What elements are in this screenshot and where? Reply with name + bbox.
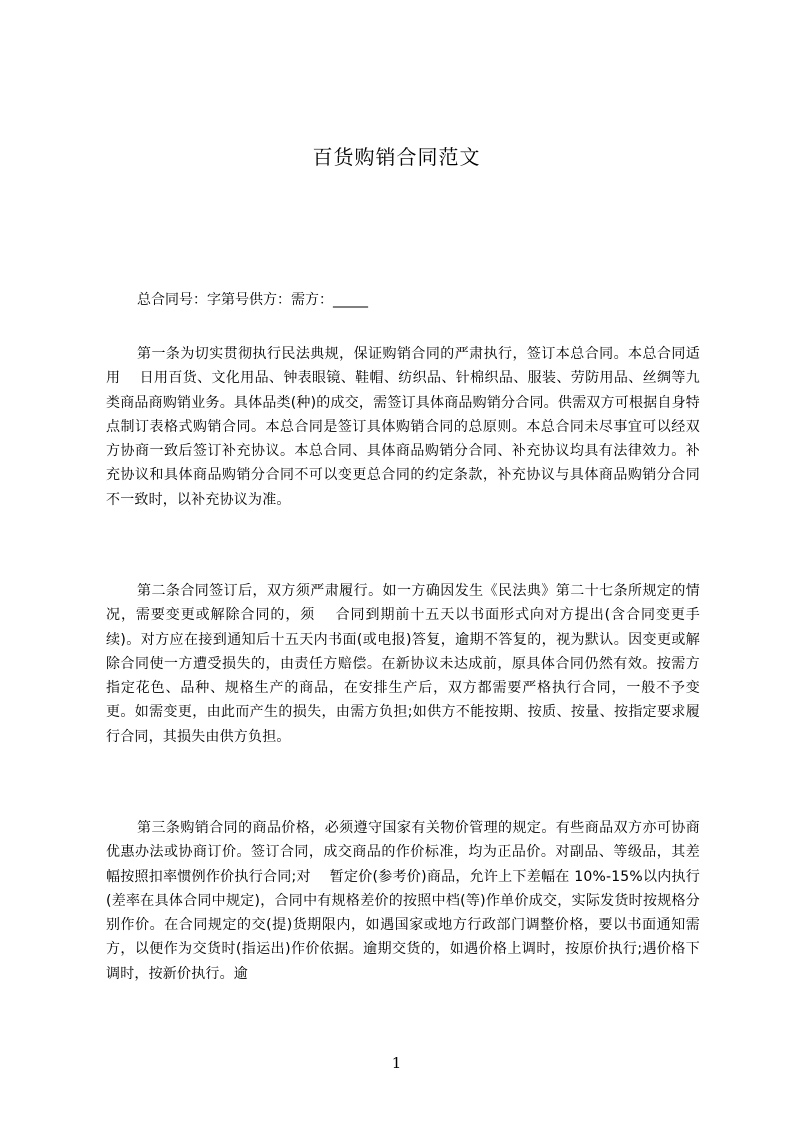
article-1-paragraph: 第一条为切实贯彻执行民法典规，保证购销合同的严肃执行，签订本总合同。本总合同适用 日用百货、文化用品、钟表眼镜、鞋帽、纺织品、针棉织品、服装、劳防用品、丝绸等九类商品商购销业务。具体品类(种)的成交，需签订具体商品购销分合同。供需双方可根据自身特点制订表格式购销合同。本总合同是签订具体购销合同的总原则。本总合同未尽事宜可以经双方协商一致后签订补充协议。本总合同、具体商品购销分合同、补充协议均具有法律效力。补充协议和具体商品购销分合同不可以变更总合同的约定条款，补充协议与具体商品购销分合同不一致时，以补充协议为准。 <box>106 346 700 508</box>
document-title: 百货购销合同范文 <box>312 145 481 169</box>
contract-number-line: 总合同号：字第号供方：需方：_____ <box>137 292 368 308</box>
article-3-paragraph: 第三条购销合同的商品价格，必须遵守国家有关物价管理的规定。有些商品双方亦可协商优惠办法或协商订价。签订合同，成交商品的作价标准，均为正品价。对副品、等级品，其差幅按照扣率惯例作价执行合同;对 暂定价(参考价)商品，允许上下差幅在 10%-15%以内执行(差率在具体合同中规定)，合同中有规格差价的按照中档(等)作单价成交，实际发货时按规格分别作价。在合同规定的交(提)货期限内，如遇国家或地方行政部门调整价格，要以书面通知需方，以便作为交货时(指运出)作价依据。逾期交货的，如遇价格上调时，按原价执行;遇价格下调时，按新价执行。逾 <box>106 820 700 982</box>
article-2-paragraph: 第二条合同签订后，双方须严肃履行。如一方确因发生《民法典》第二十七条所规定的情况，需要变更或解除合同的，须 合同到期前十五天以书面形式向对方提出(含合同变更手续)。对方应在接到通知后十五天内书面(或电报)答复，逾期不答复的，视为默认。因变更或解除合同使一方遭受损失的，由责任方赔偿。在新协议未达成前，原具体合同仍然有效。按需方指定花色、品种、规格生产的商品，在安排生产后，双方都需要严格执行合同，一般不予变更。如需变更，由此而产生的损失，由需方负担;如供方不能按期、按质、按量、按指定要求履行合同，其损失由供方负担。 <box>106 583 700 745</box>
page-number: 1 <box>391 1054 402 1072</box>
